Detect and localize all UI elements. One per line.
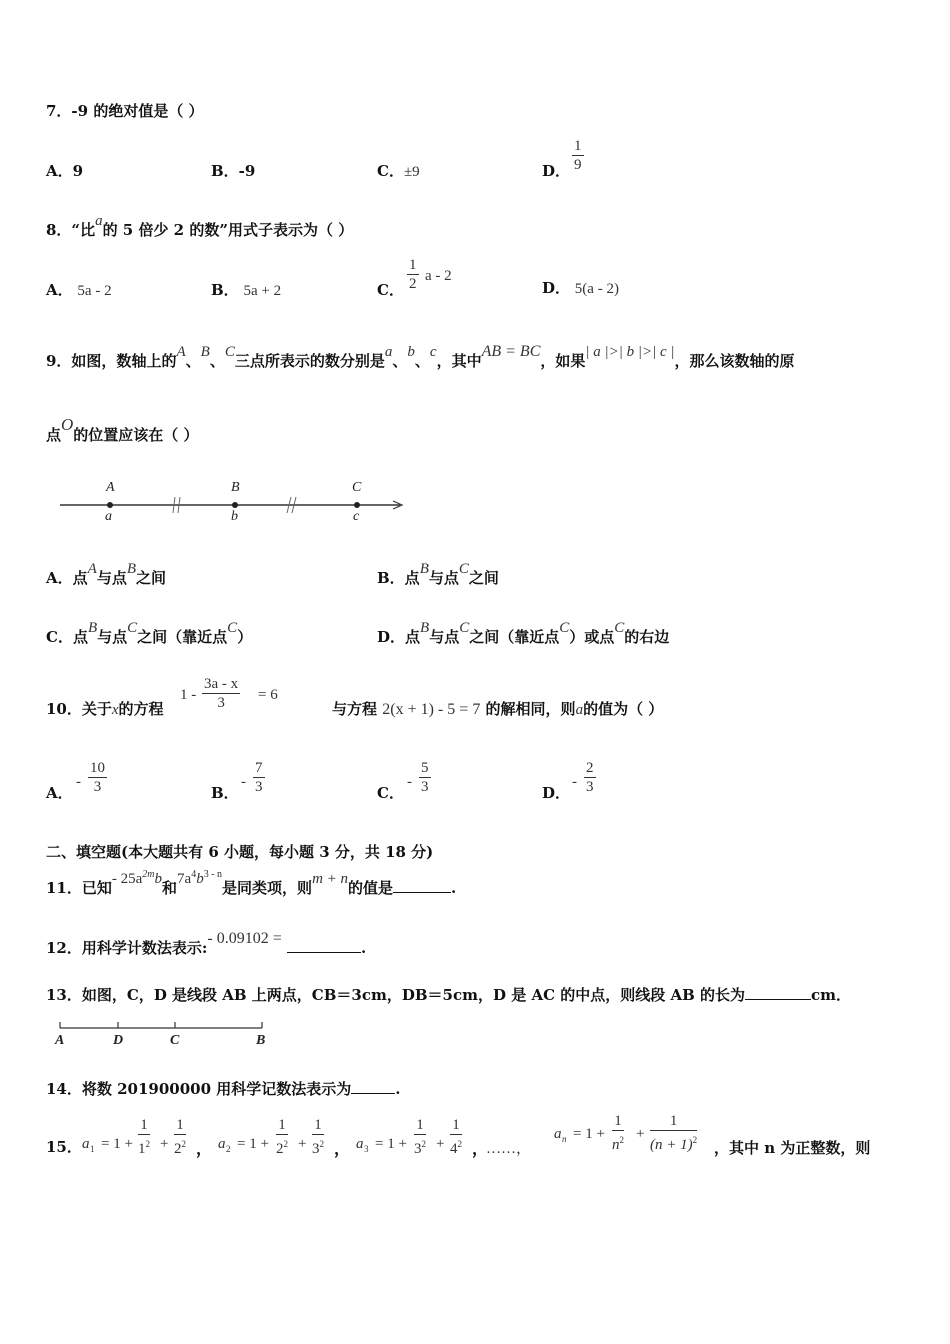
q10-stem: 10．关于x的方程 与方程 2(x + 1) - 5 = 7 的解相同，则a的值为（ ） (46, 700, 664, 718)
point-b-dot (232, 502, 238, 508)
q8-option-d: D． 5(a - 2) (542, 279, 619, 297)
point-a-dot (107, 502, 113, 508)
axis-bottom-label-b: b (231, 509, 238, 524)
segment-label-b: B (256, 1033, 266, 1048)
axis-top-label-c: C (352, 480, 362, 495)
segment-label-c: C (170, 1033, 180, 1048)
q9-option-d: D．点B与点C之间（靠近点C）或点C的右边 (377, 620, 670, 646)
q7-option-c (377, 161, 420, 182)
q8-option-a: A． 5a - 2 (46, 281, 112, 299)
segment-label-d: D (113, 1033, 124, 1048)
q14-stem: 14．将数 201900000 用科学记数法表示为 . (46, 1080, 401, 1098)
q8-option-c-fraction: $\frac{1}{2}$ (409, 257, 417, 292)
segment-label-a: A (55, 1033, 65, 1048)
q11-stem: 11．已知- $25a^{2m}b$和$7a^4b^{3 - n}$是同类项，则m + n的值是 . (46, 869, 457, 897)
q10-option-a: A． - $\frac{10}{3}$ (46, 760, 105, 802)
q7-option-c-value: ±9 (403, 164, 420, 180)
q9-stem-line2: 点O的位置应该在（ ） (46, 415, 199, 444)
q15-stem: 15． a 1 = 1 + $\frac{1}{1^2}$ + $\frac{1}{2^2}$ ， a 2 = 1 + $\frac{1}{2^2}$ + $\frac{1}{3^2}$ ， a 3 = 1 + $\frac{1}{3^2}$ + $\frac{1}{4^2}$ ， ……， a n = 1 + $\frac{1}{n^2}$ + $\frac{1}{(n + 1)^2}$ ，其中 n 为正整数，则 (46, 1113, 871, 1158)
q9-option-c: C．点B与点C之间（靠近点C） (46, 620, 253, 646)
q9-stem-line1: 9．如图，数轴上的A、B、C三点所表示的数分别是a、b、c，其中AB = BC，如果| a |>| b |>| c |，那么该数轴的原 (46, 343, 795, 370)
axis-top-label-b: B (231, 480, 240, 495)
q7-option-d-fraction: $\frac{1}{9}$ (574, 138, 582, 173)
q9-option-a: A．点A与点B之间 (46, 561, 167, 587)
q7-option-d (542, 137, 582, 180)
exam-page: 7．-9 的绝对值是（ ） A．9 B．-9 C．±9 D． $\frac{1}{9}$ 8．“比a的 5 倍少 2 的数”用式子表示为（ ） A． 5a - 2 B． 5a + 2 C． $\frac{1}{2}$ a - 2 D． 5(a - 2) 9．如图，数轴上的A、B、C三点所表示的数分别是a、b、c，其中AB = BC，如果| a |>| b |>| c |，那么该数轴的原 点O的位置应该在（ ） A B C a b c A．点A与点B之间 B．点B与点C之间 C．点B与点C之间（靠近点C） D．点B与点C之间（靠近点C）或点C的右边 10．关于x的方程 与方程 2(x + 1) - 5 = 7 的解相同，则a的值为（ ） 1 - $\frac{3a - x}{3}$ = 6 A． - $\frac{10}{3}$ B． - $\frac{7}{3}$ C． - $\frac{5}{3}$ D． - $\frac{2}{3}$ 二、填空题(本大题共有 6 小题，每小题 3 分，共 18 分) 11．已知- $25a^{2m}b$和$7a^4b^{3 - n}$是同类项，则m + n的值是 . 12．用科学计数法表示:- 0.09102 = . 13．如图，C，D 是线段 AB 上两点，CB＝3cm，DB＝5cm，D 是 AC 的中点，则线段 AB 的长为 cm． A D C B 14．将数 201900000 用科学记数法表示为 . 15． a 1 = 1 + $\frac{1}{1^2}$ + $\frac{1}{2^2}$ ， a 2 = 1 + $\frac{1}{2^2}$ + $\frac{1}{3^2}$ ， a 3 = 1 + $\frac{1}{3^2}$ + $\frac{1}{4^2}$ ， ……， a n = 1 + $\frac{1}{n^2}$ + $\frac{1}{(n + 1)^2}$ ，其中 n 为正整数，则 (0, 0, 950, 1344)
q7-option-c-label: C． (377, 162, 404, 180)
axis-bottom-label-a: a (105, 509, 112, 524)
segment-figure (55, 1018, 270, 1032)
q8-stem: 8．“比a的 5 倍少 2 的数”用式子表示为（ ） (46, 213, 354, 239)
q9-option-b: B．点B与点C之间 (377, 561, 499, 587)
q8-option-b: B． 5a + 2 (211, 281, 282, 299)
q12-stem: 12．用科学计数法表示:- 0.09102 = . (46, 930, 367, 957)
axis-top-label-a: A (106, 480, 115, 495)
q13-stem: 13．如图，C，D 是线段 AB 上两点，CB＝3cm，DB＝5cm，D 是 AC 的中点，则线段 AB 的长为 cm． (46, 986, 852, 1004)
q10-option-d: D． - $\frac{2}{3}$ (542, 760, 594, 802)
axis-bottom-label-c: c (353, 509, 360, 524)
q7-option-a: A．9 (46, 162, 84, 180)
q7-option-b: B．-9 (211, 162, 256, 180)
q7-stem: 7．-9 的绝对值是（ ） (46, 102, 204, 120)
q8-option-c: C． $\frac{1}{2}$ a - 2 (377, 257, 452, 299)
point-c-dot (354, 502, 360, 508)
q10-option-c: C． - $\frac{5}{3}$ (377, 760, 429, 802)
q7-option-d-label: D． (542, 162, 571, 180)
q10-option-b: B． - $\frac{7}{3}$ (211, 760, 263, 802)
section-2-heading: 二、填空题(本大题共有 6 小题，每小题 3 分，共 18 分) (46, 843, 434, 861)
